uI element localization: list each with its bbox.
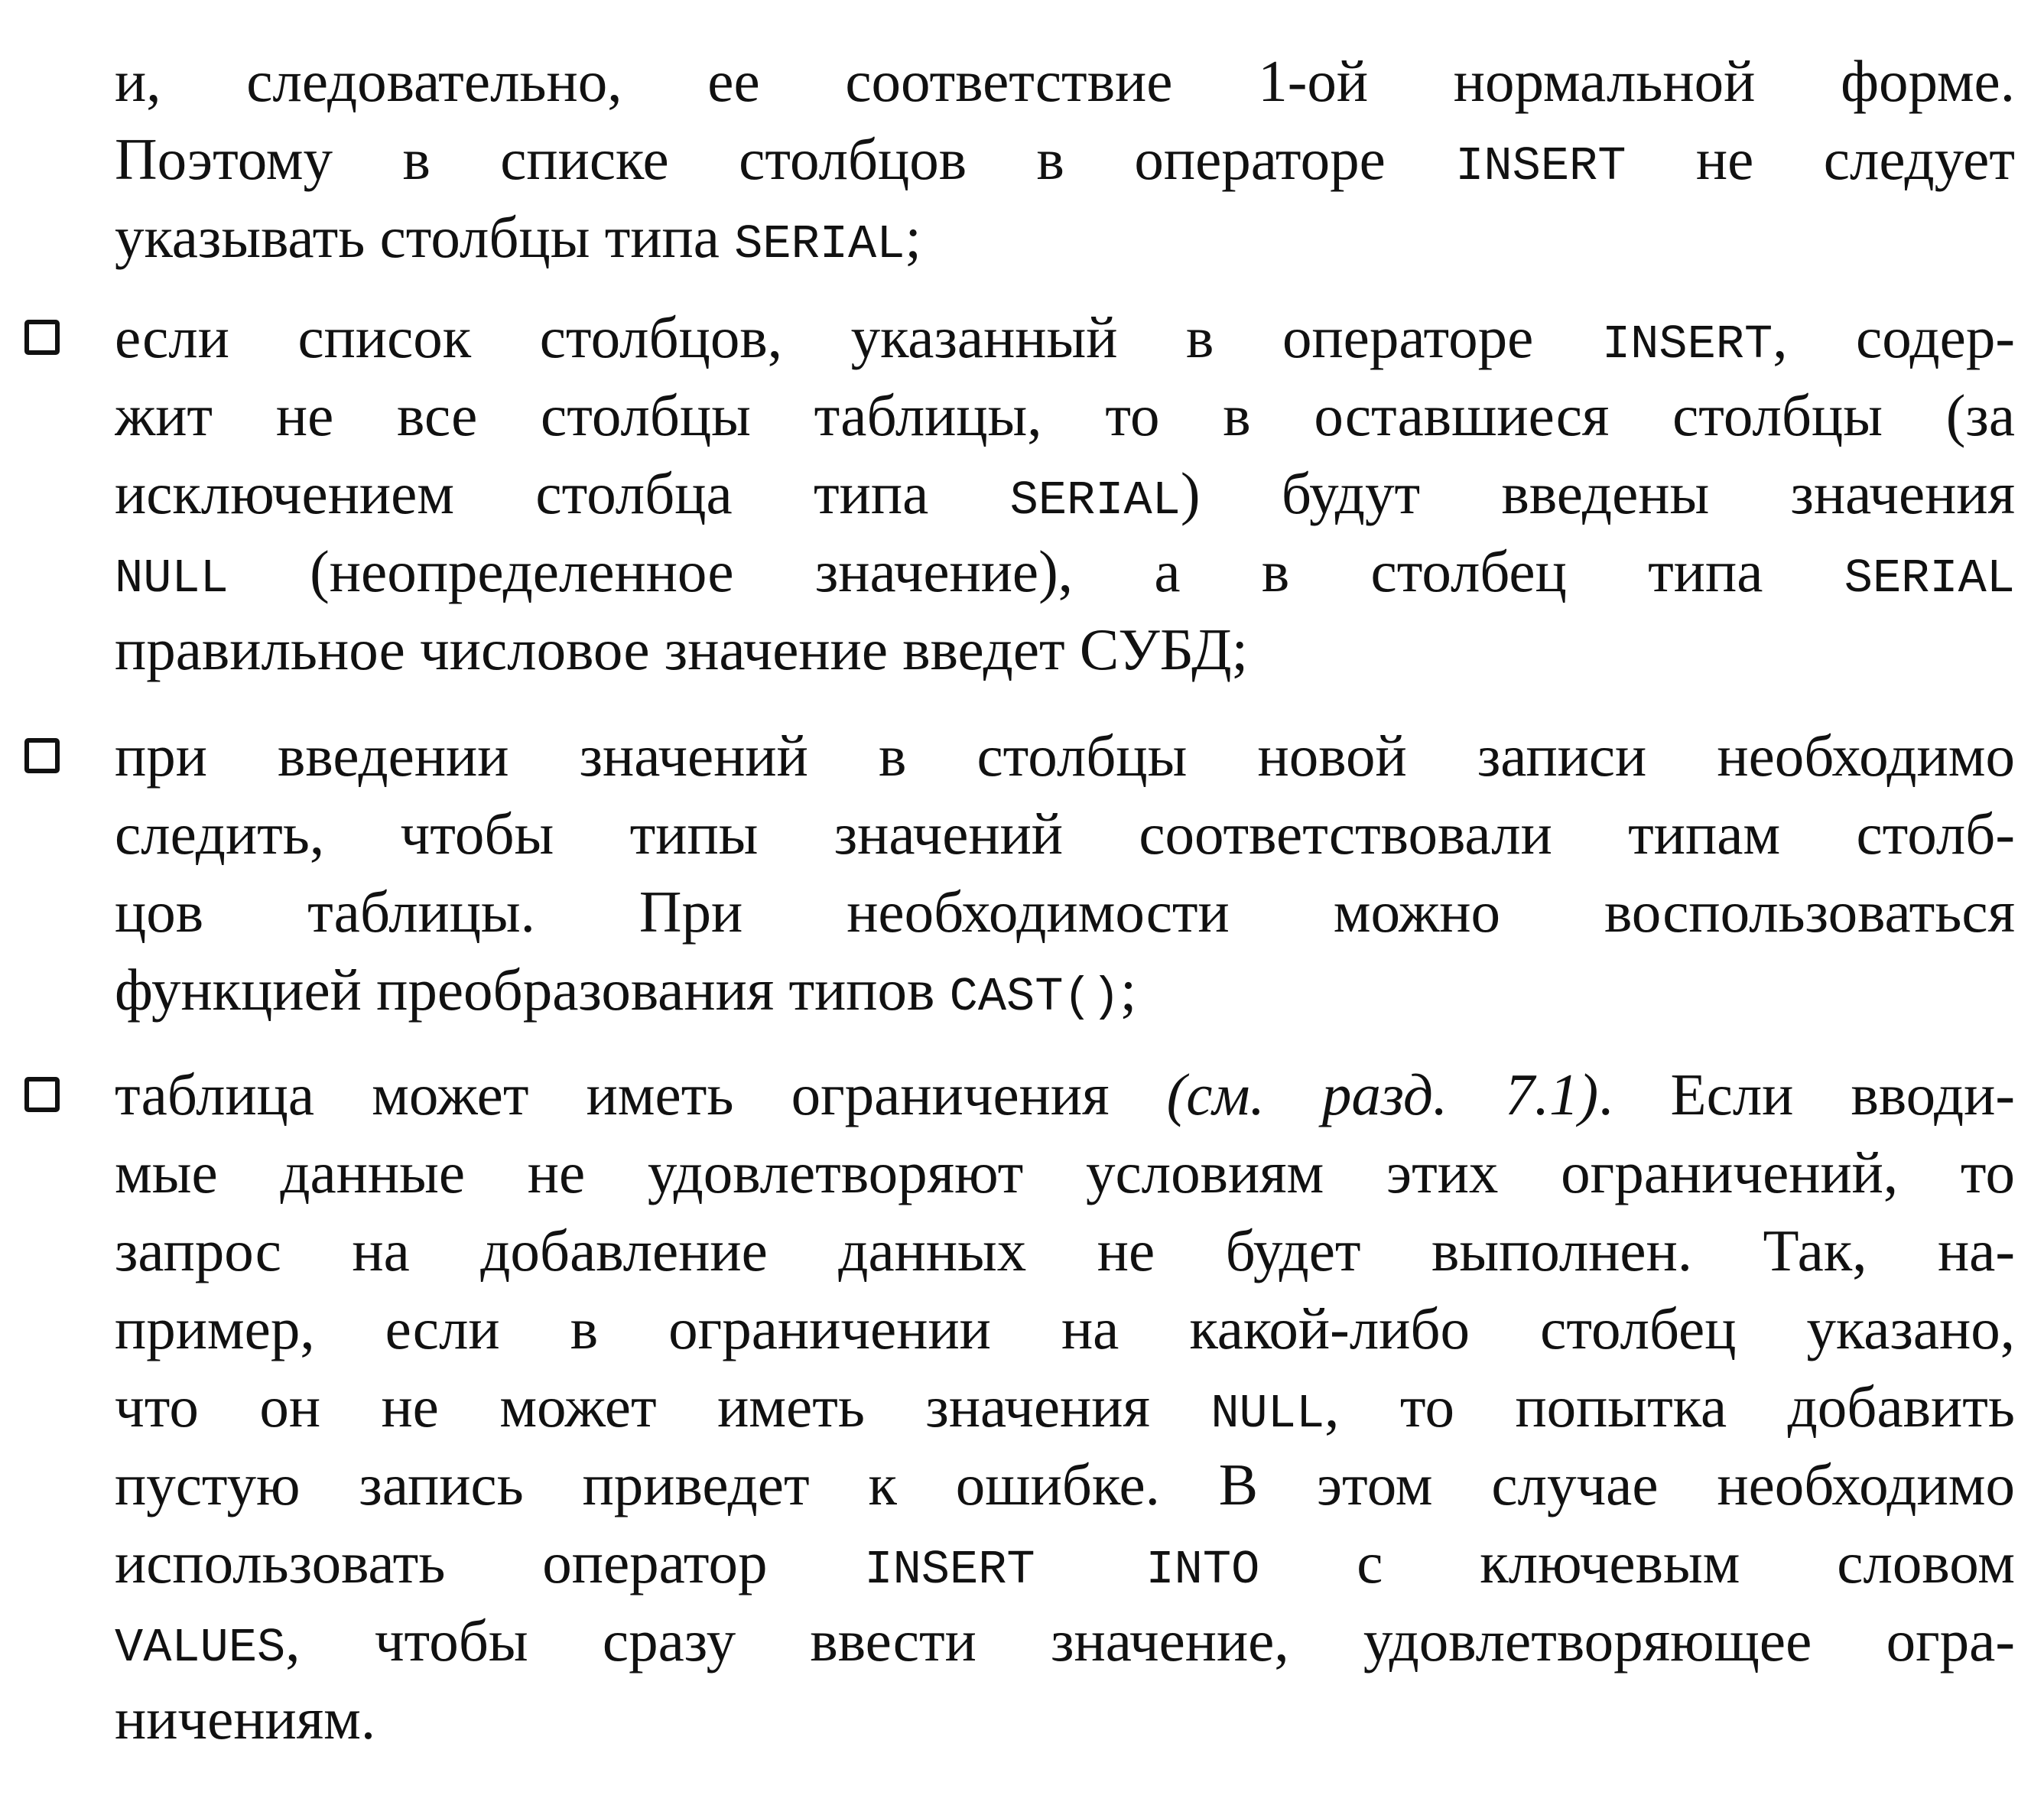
text-line <box>115 1680 2015 1758</box>
text-run: ; <box>905 204 921 270</box>
code-term: SERIAL <box>734 217 905 272</box>
text-line <box>115 376 2015 454</box>
text-line <box>115 532 2015 610</box>
code-term: VALUES <box>115 1621 286 1675</box>
text-line <box>115 42 2015 120</box>
text-line <box>115 1290 2015 1368</box>
code-term: INSERT <box>1601 317 1773 372</box>
text-run: использовать оператор <box>115 1530 865 1595</box>
text-run: , содер- <box>1773 304 2015 370</box>
bullet-item <box>115 1055 2015 1758</box>
text-line <box>115 1212 2015 1290</box>
code-term: CAST() <box>949 970 1120 1024</box>
text-line <box>115 610 2015 688</box>
code-term: INSERT INTO <box>864 1543 1260 1597</box>
checkbox-bullet-icon <box>24 1077 60 1112</box>
text-run: правильное числовое значение введет СУБД; <box>115 616 1248 682</box>
text-line <box>115 120 2015 198</box>
text-line <box>115 873 2015 951</box>
text-run: функцией преобразования типов <box>115 957 950 1023</box>
text-run: исключением столбца типа <box>115 460 1010 526</box>
text-line <box>115 1368 2015 1446</box>
text-line <box>115 1446 2015 1524</box>
checkbox-bullet-icon <box>24 320 60 355</box>
code-term: NULL <box>1210 1387 1325 1441</box>
text-run: цов таблицы. При необходимости можно воспользоваться <box>115 879 2015 945</box>
text-run: пример, если в ограничении на какой-либо столбец указано, <box>115 1296 2015 1361</box>
cross-reference: (см. разд. 7.1) <box>1166 1062 1599 1127</box>
text-run: если список столбцов, указанный в операторе <box>115 304 1602 370</box>
text-run: запрос на добавление данных не будет выполнен. Так, на- <box>115 1218 2015 1283</box>
code-term: NULL <box>115 551 229 606</box>
text-run: ничениям. <box>115 1686 376 1752</box>
text-run: указывать столбцы типа <box>115 204 735 270</box>
text-run: , чтобы сразу ввести значение, удовлетворяющее огра- <box>285 1608 2015 1674</box>
text-line <box>115 795 2015 873</box>
code-term: SERIAL <box>1009 473 1181 528</box>
text-run: Поэтому в списке столбцов в операторе <box>115 126 1456 192</box>
bullet-item <box>115 717 2015 1029</box>
text-run: не следует <box>1626 126 2015 192</box>
text-run: мые данные не удовлетворяют условиям этих ограничений, то <box>115 1140 2015 1205</box>
text-line <box>115 1055 2015 1134</box>
text-run: что он не может иметь значения <box>115 1374 1211 1439</box>
text-run: , то попытка добавить <box>1324 1374 2015 1439</box>
text-line <box>115 298 2015 376</box>
text-line <box>115 454 2015 532</box>
text-run: ; <box>1119 957 1137 1023</box>
text-line <box>115 951 2015 1029</box>
text-run: ) будут введены значения <box>1180 460 2015 526</box>
text-run: таблица может иметь ограничения <box>115 1062 1167 1127</box>
text-run: и, следовательно, ее соответствие 1-ой нормальной форме. <box>115 48 2015 114</box>
code-term: SERIAL <box>1844 551 2015 606</box>
text-line <box>115 717 2015 795</box>
checkbox-bullet-icon <box>24 738 60 773</box>
text-run: пустую запись приведет к ошибке. В этом случае необходимо <box>115 1452 2015 1517</box>
text-run: . Если вводи- <box>1598 1062 2015 1127</box>
text-run: жит не все столбцы таблицы, то в оставшиеся столбцы (за <box>115 382 2015 448</box>
text-line <box>115 1524 2015 1602</box>
text-run: следить, чтобы типы значений соответствовали типам столб- <box>115 801 2015 867</box>
bullet-item <box>115 298 2015 688</box>
code-term: INSERT <box>1455 139 1626 194</box>
text-run: (неопределенное значение), а в столбец типа <box>228 538 1844 604</box>
text-run: с ключевым словом <box>1259 1530 2015 1595</box>
text-line <box>115 198 2015 276</box>
paragraph <box>115 42 2015 276</box>
text-line <box>115 1602 2015 1680</box>
text-line <box>115 1134 2015 1212</box>
text-run: при введении значений в столбцы новой записи необходимо <box>115 723 2015 789</box>
